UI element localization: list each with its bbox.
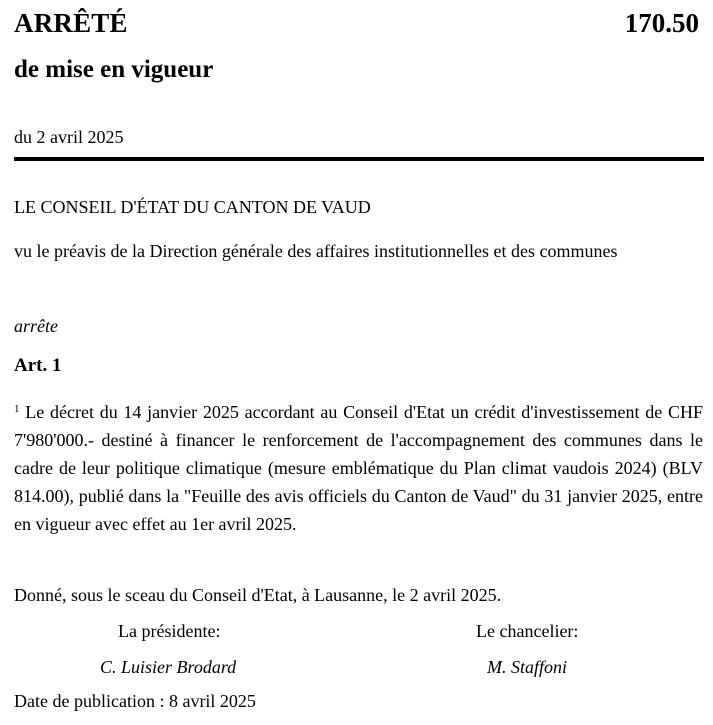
document-subtitle: de mise en vigueur [14,56,214,83]
given-statement: Donné, sous le sceau du Conseil d'Etat, à Lausanne, le 2 avril 2025. [14,585,502,605]
publication-date: Date de publication : 8 avril 2025 [14,691,256,711]
decision-word: arrête [14,316,58,336]
article-paragraph [14,398,703,538]
article-heading: Art. 1 [14,355,62,376]
document-number: 170.50 [624,8,699,38]
chancellor-label: Le chancelier: [476,621,579,641]
document-title: ARRÊTÉ [14,8,128,38]
preavis-paragraph: vu le préavis de la Direction générale des affaires institutionnelles et des communes [14,241,618,261]
council-heading: LE CONSEIL D'ÉTAT DU CANTON DE VAUD [14,197,371,217]
chancellor-name: M. Staffoni [487,657,567,677]
article-text: Le décret du 14 janvier 2025 accordant au Conseil d'Etat un crédit d'investissement de CHF 7'980'000.- destiné à financer le renforcement de l'accompagnement des communes dans le cadre de leur politique climatique (mesure emblématique du Plan climat vaudois 2024) (BLV 814.00), publié dans la "Feuille des avis officiels du Canton de Vaud" du 31 janvier 2025, entre en vigueur avec effet au 1er avril 2025. [14,402,703,534]
document-date: du 2 avril 2025 [14,127,124,147]
article-paragraph-marker: 1 [14,403,20,415]
header-divider [14,157,704,161]
president-label: La présidente: [118,621,221,641]
president-name: C. Luisier Brodard [100,657,237,677]
